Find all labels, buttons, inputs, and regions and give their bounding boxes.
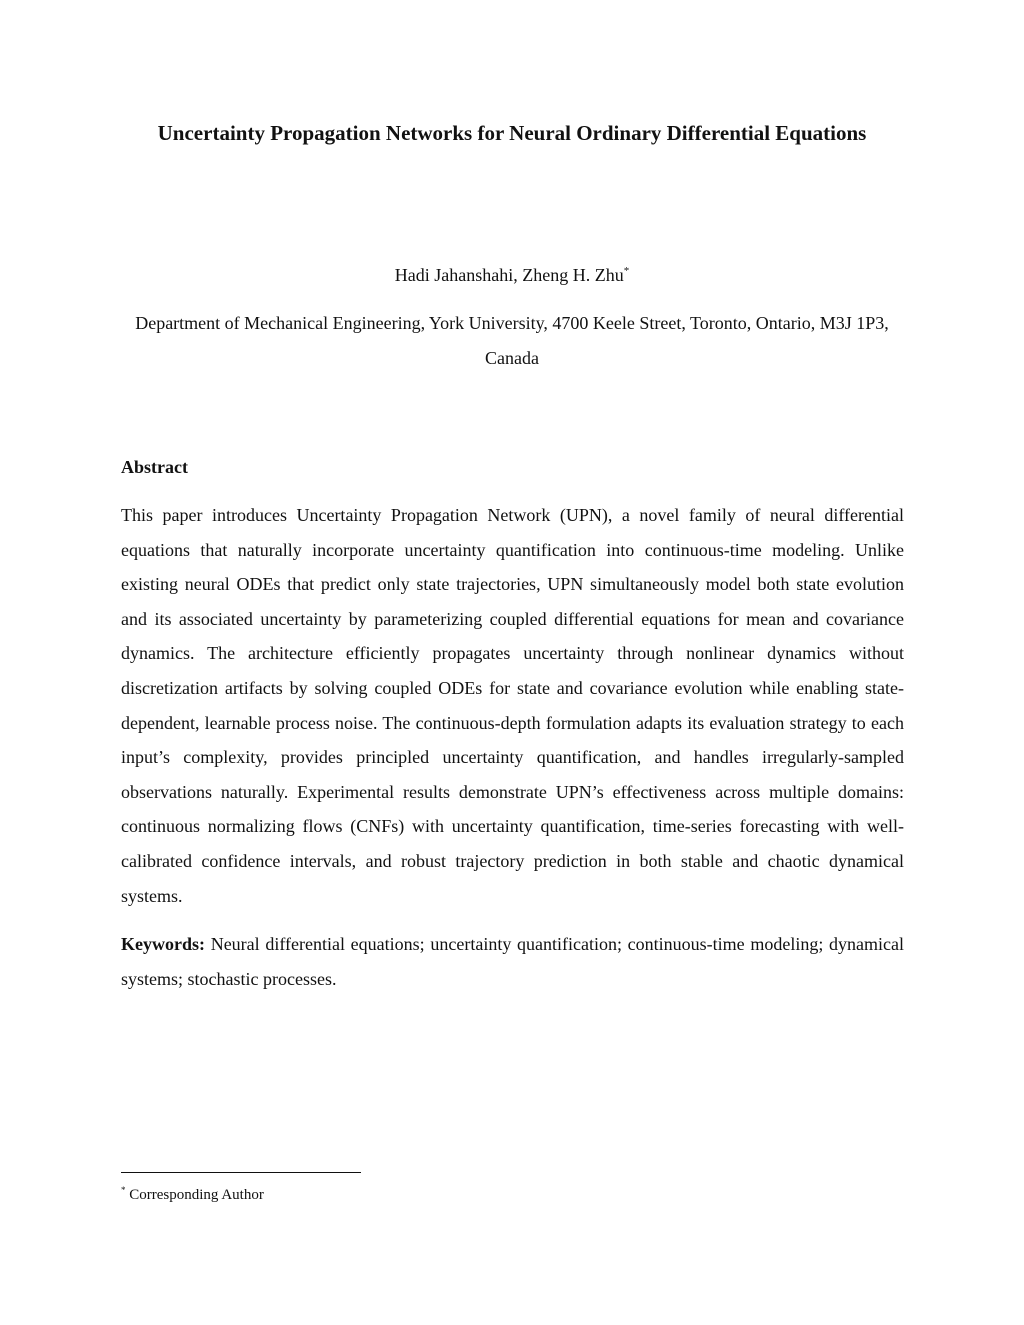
- footnote-text: Corresponding Author: [125, 1187, 264, 1203]
- paper-title: Uncertainty Propagation Networks for Neural Ordinary Differential Equations: [157, 121, 867, 145]
- footnote: [121, 1184, 264, 1206]
- abstract-body: This paper introduces Uncertainty Propagation Network (UPN), a novel family of neural differential equations that naturally incorporate uncertainty quantification into continuous-time modeling. Unlike existing neural ODEs that predict only state trajectories, UPN simultaneously model both state evolution and its associated uncertainty by parameterizing coupled differential equations for mean and covariance dynamics. The architecture efficiently propagates uncertainty through nonlinear dynamics without discretization artifacts by solving coupled ODEs for state and covariance evolution while enabling state-dependent, learnable process noise. The continuous-depth formulation adapts its evaluation strategy to each input’s complexity, provides principled uncertainty quantification, and handles irregularly-sampled observations naturally. Experimental results demonstrate UPN’s effectiveness across multiple domains: continuous normalizing flows (CNFs) with uncertainty quantification, time-series forecasting with well-calibrated confidence intervals, and robust trajectory prediction in both stable and chaotic dynamical systems.: [121, 505, 904, 906]
- corresponding-author-mark: *: [623, 265, 630, 277]
- keywords-paragraph: [121, 927, 904, 996]
- footnote-mark: *: [121, 1185, 126, 1195]
- keywords-list: Neural differential equations; uncertainty quantification; continuous-time modeling; dynamical systems; stochastic processes.: [121, 934, 904, 989]
- author-affiliation: Department of Mechanical Engineering, York University, 4700 Keele Street, Toronto, Ontario, M3J 1P3, Canada: [135, 313, 889, 368]
- author-list: [120, 262, 904, 288]
- footnote-divider: [121, 1172, 361, 1173]
- author-names: Hadi Jahanshahi, Zheng H. Zhu: [394, 265, 624, 285]
- abstract-heading: Abstract: [121, 457, 188, 477]
- keywords-label: Keywords:: [121, 934, 205, 954]
